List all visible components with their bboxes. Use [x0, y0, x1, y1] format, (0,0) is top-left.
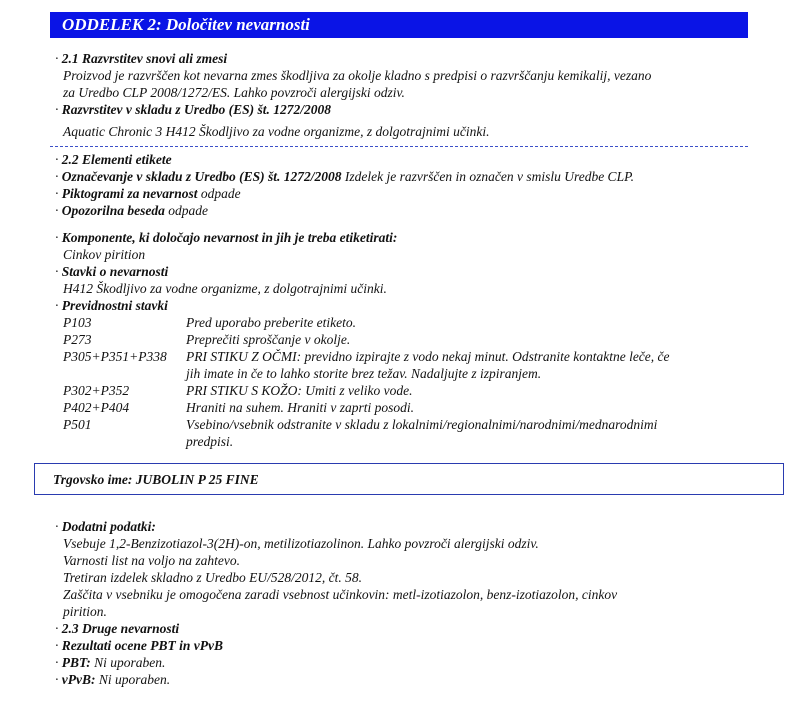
- trade-name: Trgovsko ime: JUBOLIN P 25 FINE: [53, 472, 259, 487]
- precaution-code: P103: [63, 315, 92, 330]
- precautionary-heading: · Previdnostni stavki: [55, 298, 168, 313]
- precaution-text: jih imate in če to lahko storite brez težav. Nadaljujte z izpiranjem.: [186, 366, 542, 381]
- additional-info-line: Tretiran izdelek skladno z Uredbo EU/528/2012, čt. 58.: [63, 570, 362, 585]
- precaution-code: P305+P351+P338: [63, 349, 167, 364]
- trade-name-box: [34, 463, 784, 495]
- precaution-text: predpisi.: [186, 434, 234, 449]
- subsection-2-2-heading: · 2.2 Elementi etikete: [55, 152, 172, 167]
- additional-info-heading: · Dodatni podatki:: [55, 519, 156, 534]
- precaution-text: Preprečiti sproščanje v okolje.: [186, 332, 351, 347]
- components-heading: · Komponente, ki določajo nevarnost in jih je treba etiketirati:: [55, 230, 398, 245]
- pictograms-line: · Piktogrami za nevarnost odpade: [55, 186, 241, 201]
- precaution-text: PRI STIKU S KOŽO: Umiti z veliko vode.: [186, 383, 413, 398]
- precaution-code: P402+P404: [63, 400, 130, 415]
- additional-info-line: pirition.: [63, 604, 107, 619]
- section-divider: [50, 146, 748, 147]
- pbt-line: · PBT: Ni uporaben.: [55, 655, 166, 670]
- precaution-code: P273: [63, 332, 92, 347]
- additional-info-line: Vsebuje 1,2-Benzizotiazol-3(2H)-on, metilizotiazolinon. Lahko povzroči alergijski odziv.: [63, 536, 539, 551]
- components-value: Cinkov pirition: [63, 247, 146, 262]
- precaution-code: P501: [63, 417, 92, 432]
- hazard-statements-value: H412 Škodljivo za vodne organizme, z dolgotrajnimi učinki.: [63, 281, 387, 296]
- subsection-2-3-heading: · 2.3 Druge nevarnosti: [55, 621, 180, 636]
- signal-word-line: · Opozorilna beseda odpade: [55, 203, 209, 218]
- precaution-text: PRI STIKU Z OČMI: previdno izpirajte z vodo nekaj minut. Odstranite kontaktne leče, če: [186, 349, 670, 364]
- additional-info-line: Zaščita v vsebniku je omogočena zaradi vsebnost učinkovin: metl-izotiazolon, benz-izotiazolon, cinkov: [63, 587, 618, 602]
- labelling-line: · Označevanje v skladu z Uredbo (ES) št. 1272/2008 Izdelek je razvrščen in označen v smislu Uredbe CLP.: [55, 169, 634, 184]
- clp-classification-heading: · Razvrstitev v skladu z Uredbo (ES) št. 1272/2008: [55, 102, 332, 117]
- precaution-text: Hraniti na suhem. Hraniti v zaprti posodi.: [186, 400, 415, 415]
- pbt-assessment-heading: · Rezultati ocene PBT in vPvB: [55, 638, 223, 653]
- clp-classification-value: Aquatic Chronic 3 H412 Škodljivo za vodne organizme, z dolgotrajnimi učinki.: [63, 124, 490, 139]
- precaution-text: Vsebino/vsebnik odstranite v skladu z lokalnimi/regionalnimi/narodnimi/mednarodnimi: [186, 417, 658, 432]
- classification-description-cont: za Uredbo CLP 2008/1272/ES. Lahko povzroči alergijski odziv.: [63, 85, 405, 100]
- hazard-statements-heading: · Stavki o nevarnosti: [55, 264, 169, 279]
- section-title: ODDELEK 2: Določitev nevarnosti: [50, 12, 748, 38]
- classification-description: Proizvod je razvrščen kot nevarna zmes škodljiva za okolje kladno s predpisi o razvrščanju kemikalij, vezano: [63, 68, 652, 83]
- precaution-code: P302+P352: [63, 383, 130, 398]
- subsection-2-1-heading: · 2.1 Razvrstitev snovi ali zmesi: [55, 51, 228, 66]
- vpvb-line: · vPvB: Ni uporaben.: [55, 672, 171, 687]
- precaution-text: Pred uporabo preberite etiketo.: [186, 315, 356, 330]
- additional-info-line: Varnosti list na voljo na zahtevo.: [63, 553, 240, 568]
